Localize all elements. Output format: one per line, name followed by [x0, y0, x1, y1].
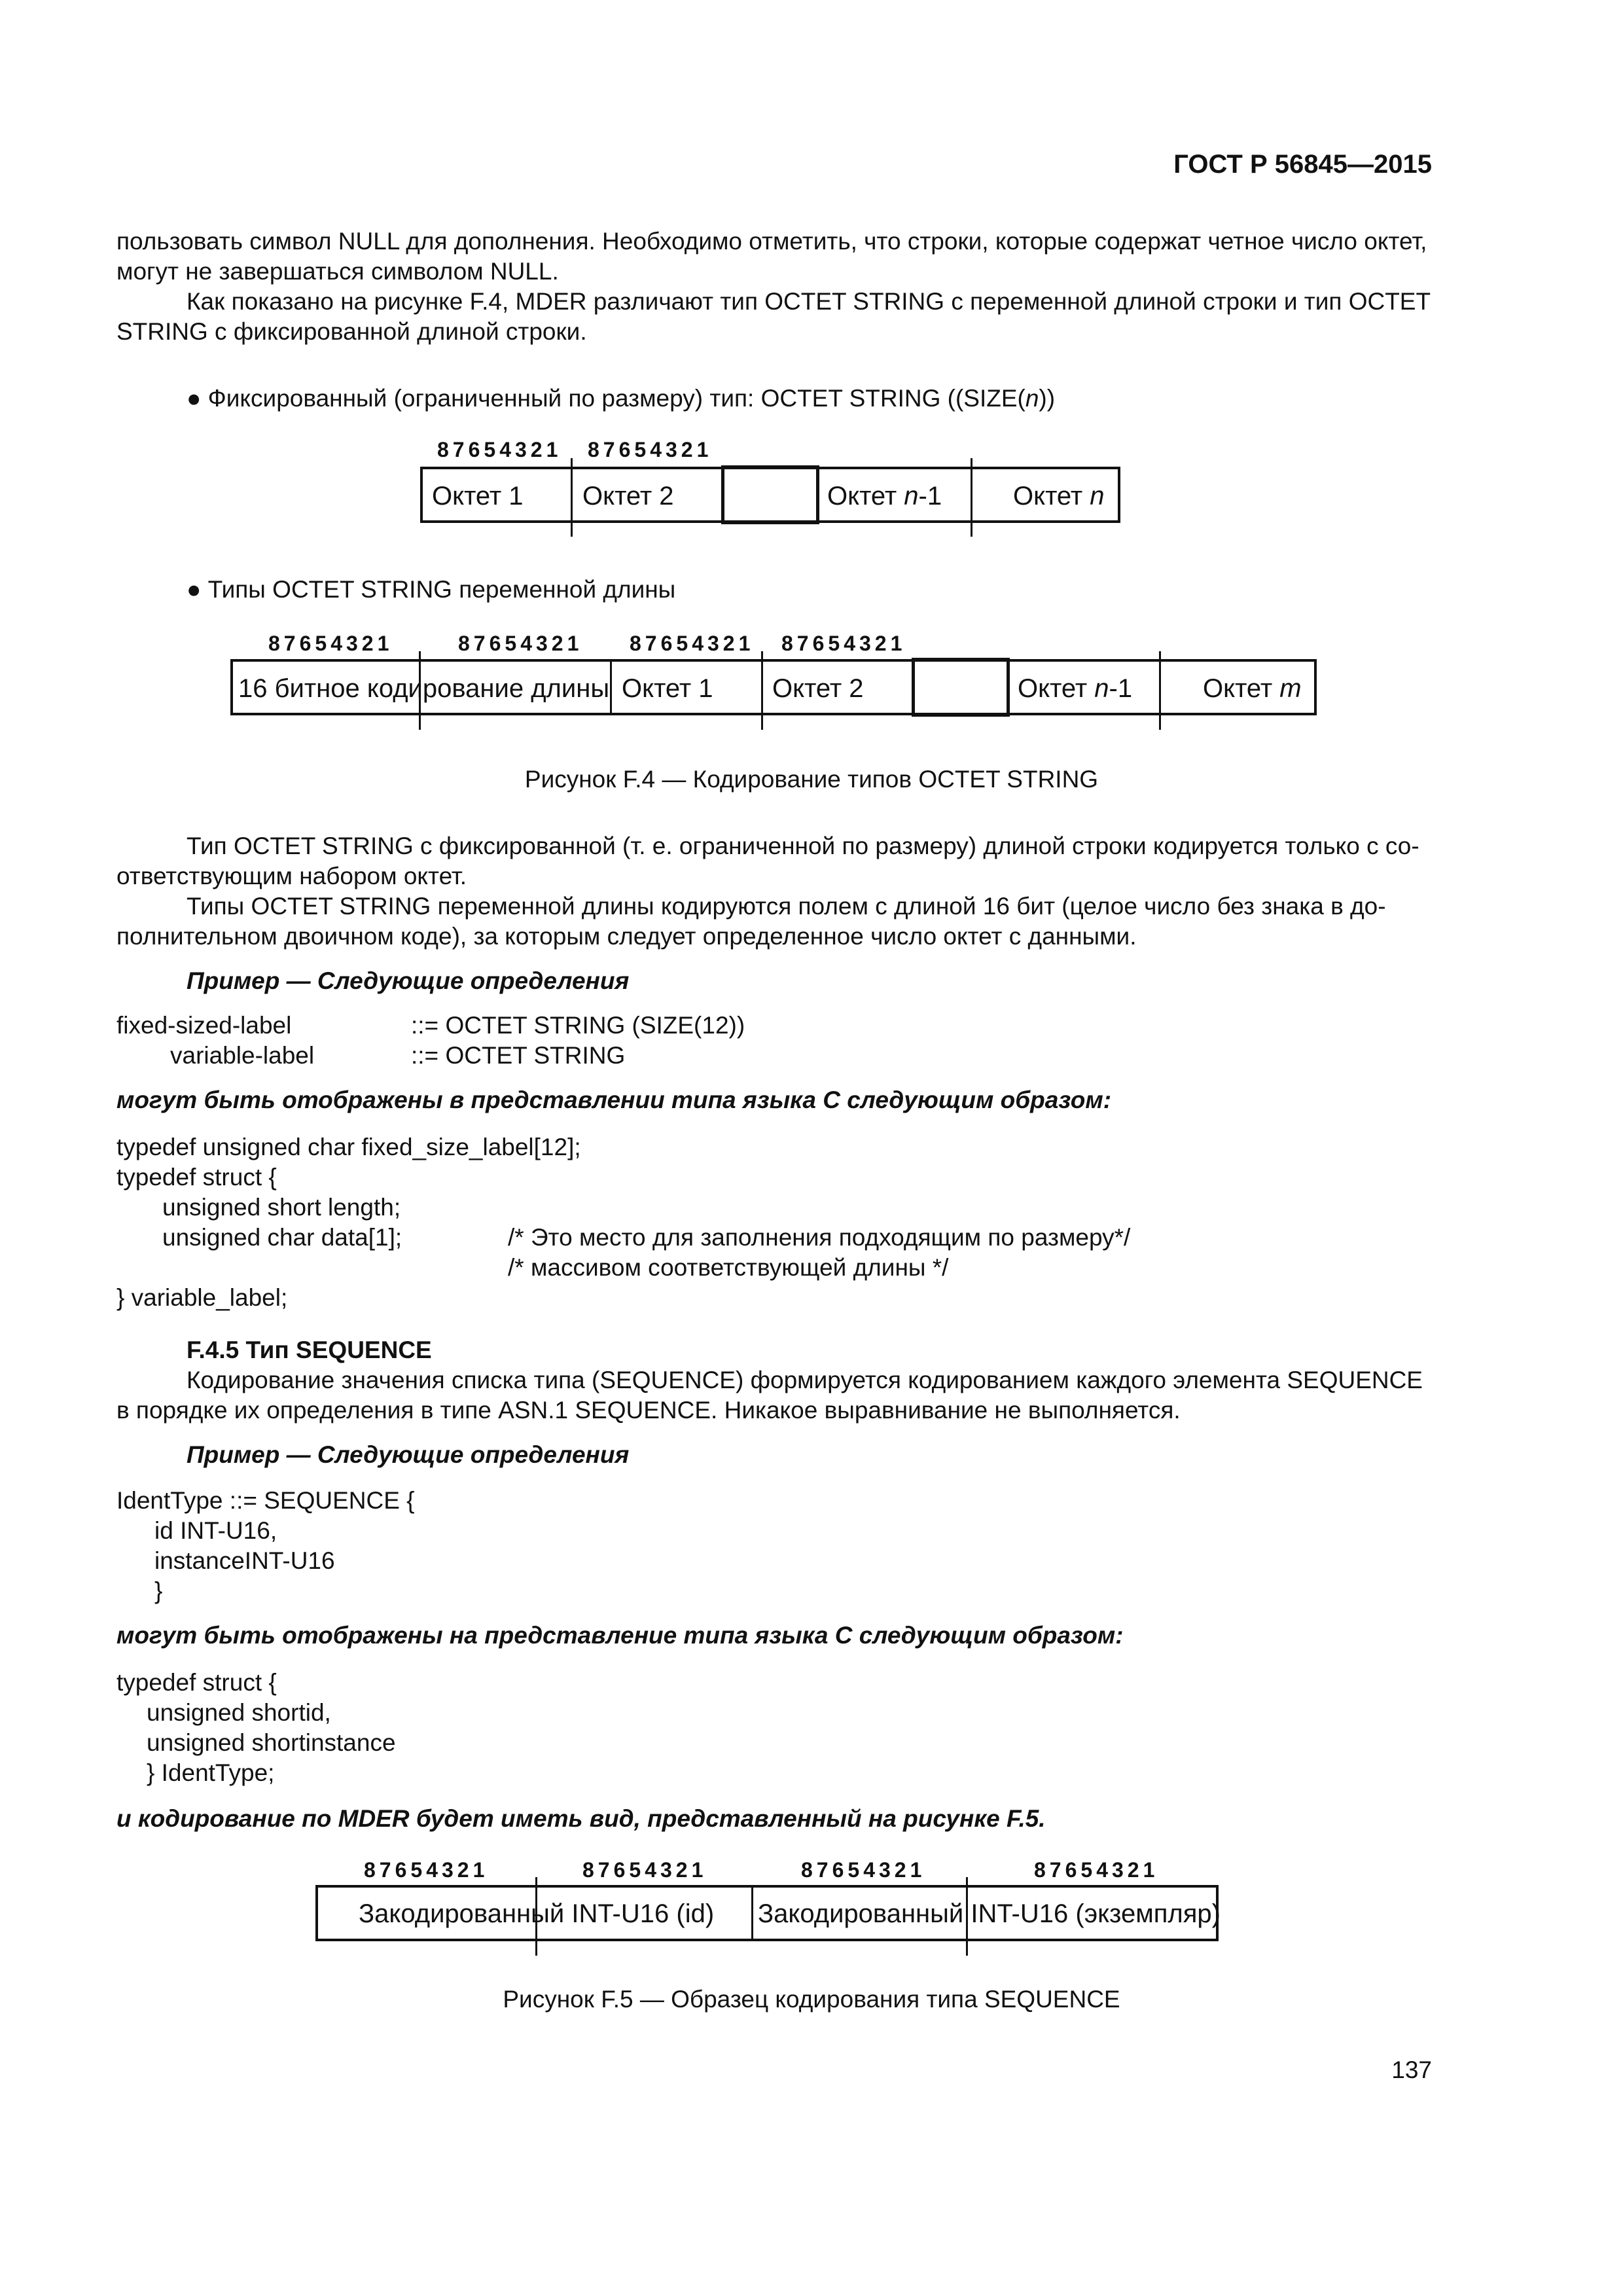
bullet-fixed-prefix: ● Фиксированный (ограниченный по размеру) тип: OCTET STRING ((SIZE( [187, 385, 1026, 412]
figure-caption-f4: Рисунок F.4 — Кодирование типов OCTET STRING [524, 766, 1099, 793]
intro-line-2: могут не завершаться символом NULL. [116, 258, 559, 285]
code-line: instanceINT-U16 [154, 1547, 335, 1574]
bit-order-label: 87654321 [1034, 1858, 1159, 1882]
intro-line-3: Как показано на рисунке F.4, MDER различают тип OCTET STRING с переменной длиной строки и тип OCTET [187, 288, 1431, 315]
para2-line-1: Тип OCTET STRING с фиксированной (т. е. ограниченной по размеру) длиной строки кодируется только с со- [187, 833, 1419, 859]
octet-cell-var: n [1090, 482, 1105, 511]
code-comment: /* массивом соответствующей длины */ [508, 1254, 949, 1281]
para2-line-3: Типы OCTET STRING переменной длины кодируются полем с длиной 16 бит (целое число без знака в до- [187, 893, 1386, 920]
field-cell-label: Закодированный INT-U16 (id) [359, 1899, 715, 1928]
field-cell-label: Закодированный INT-U16 (экземпляр) [758, 1899, 1221, 1928]
octet-cell [238, 675, 609, 702]
figure-caption-f5: Рисунок F.5 — Образец кодирования типа SEQUENCE [503, 1986, 1120, 2013]
def-name: variable-label [170, 1042, 315, 1069]
document-header: ГОСТ Р 56845—2015 [1173, 150, 1432, 179]
bit-order-label: 87654321 [582, 1858, 707, 1882]
mapping-heading: могут быть отображены на представление типа языка С следующим образом: [116, 1622, 1124, 1649]
octet-cell-var: n [904, 482, 919, 511]
octet-cell-label: Октет [1203, 674, 1280, 703]
def-value: ::= OCTET STRING [411, 1042, 626, 1069]
intro-line-1: пользовать символ NULL для дополнения. Необходимо отметить, что строки, которые содержат четное число октет, [116, 228, 1427, 255]
code-line: id INT-U16, [154, 1517, 277, 1544]
code-line: } variable_label; [116, 1284, 288, 1311]
section-line-1: Кодирование значения списка типа (SEQUENCE) формируется кодированием каждого элемента SEQUENCE [187, 1367, 1423, 1393]
code-line: } [154, 1577, 163, 1604]
octet-cell [1018, 675, 1132, 702]
octet-cell [582, 483, 674, 509]
def-value: ::= OCTET STRING (SIZE(12)) [411, 1012, 745, 1039]
ellipsis-octet-box [721, 465, 819, 524]
field-cell [758, 1901, 1221, 1927]
bullet-fixed [187, 384, 1055, 414]
octet-boundary [761, 651, 763, 730]
bit-order-label: 87654321 [437, 438, 562, 461]
octet-cell-label: Октет 1 [432, 482, 524, 511]
mder-line: и кодирование по MDER будет иметь вид, представленный на рисунке F.5. [116, 1805, 1046, 1832]
octet-cell [1203, 675, 1302, 702]
bit-order-label: 87654321 [458, 632, 583, 655]
code-line: unsigned short length; [162, 1194, 401, 1221]
bullet-fixed-var: n [1025, 385, 1039, 412]
octet-cell-tail: -1 [918, 482, 942, 511]
code-line: IdentType ::= SEQUENCE { [116, 1487, 415, 1514]
code-line: } IdentType; [147, 1759, 275, 1786]
code-line: unsigned shortinstance [147, 1729, 396, 1756]
code-line: typedef struct { [116, 1669, 277, 1696]
code-line: typedef unsigned char fixed_size_label[12]; [116, 1134, 581, 1160]
octet-boundary [971, 458, 972, 537]
octet-cell [772, 675, 864, 702]
bit-order-label: 87654321 [364, 1858, 489, 1882]
octet-boundary [610, 659, 612, 715]
mapping-heading: могут быть отображены в представлении типа языка С следующим образом: [116, 1086, 1112, 1113]
octet-cell [827, 483, 942, 509]
para2-line-4: полнительном двоичном коде), за которым следует определенное число октет с данными. [116, 923, 1137, 950]
octet-cell-label: Октет [1013, 482, 1090, 511]
bullet-fixed-suffix: )) [1039, 385, 1056, 412]
def-name: fixed-sized-label [116, 1012, 292, 1039]
octet-cell-label: Октет [1018, 674, 1095, 703]
section-line-2: в порядке их определения в типе ASN.1 SEQUENCE. Никакое выравнивание не выполняется. [116, 1397, 1181, 1424]
bullet-variable: ● Типы OCTET STRING переменной длины [187, 576, 676, 603]
octet-cell-var: n [1094, 674, 1109, 703]
octet-cell-var: m [1279, 674, 1302, 703]
bit-order-label: 87654321 [588, 438, 713, 461]
bit-order-label: 87654321 [630, 632, 755, 655]
code-line: unsigned char data[1]; [162, 1224, 402, 1251]
bit-order-label: 87654321 [801, 1858, 926, 1882]
bit-order-label: 87654321 [781, 632, 906, 655]
code-comment: /* Это место для заполнения подходящим по размеру*/ [508, 1224, 1131, 1251]
octet-cell-label: Октет 2 [772, 674, 864, 703]
octet-cell [622, 675, 713, 702]
code-line: unsigned shortid, [147, 1699, 331, 1726]
field-boundary [751, 1885, 753, 1941]
example-title: Пример — Следующие определения [187, 967, 630, 994]
page-number: 137 [1391, 2056, 1432, 2083]
octet-cell-label: Октет 2 [582, 482, 674, 511]
example-title: Пример — Следующие определения [187, 1441, 630, 1468]
octet-cell [432, 483, 524, 509]
ellipsis-octet-box [912, 658, 1010, 717]
octet-boundary [571, 458, 573, 537]
field-cell [359, 1901, 714, 1927]
para2-line-2: ответствующим набором октет. [116, 863, 467, 889]
octet-cell [1013, 483, 1105, 509]
intro-line-4: STRING с фиксированной длиной строки. [116, 318, 587, 345]
octet-cell-label: Октет [827, 482, 904, 511]
octet-cell-label: 16 битное кодирование длины [238, 674, 610, 703]
octet-cell-tail: -1 [1109, 674, 1133, 703]
section-heading: F.4.5 Тип SEQUENCE [187, 1336, 432, 1363]
octet-cell-label: Октет 1 [622, 674, 713, 703]
bit-order-label: 87654321 [268, 632, 393, 655]
octet-boundary [1159, 651, 1161, 730]
code-line: typedef struct { [116, 1164, 277, 1191]
